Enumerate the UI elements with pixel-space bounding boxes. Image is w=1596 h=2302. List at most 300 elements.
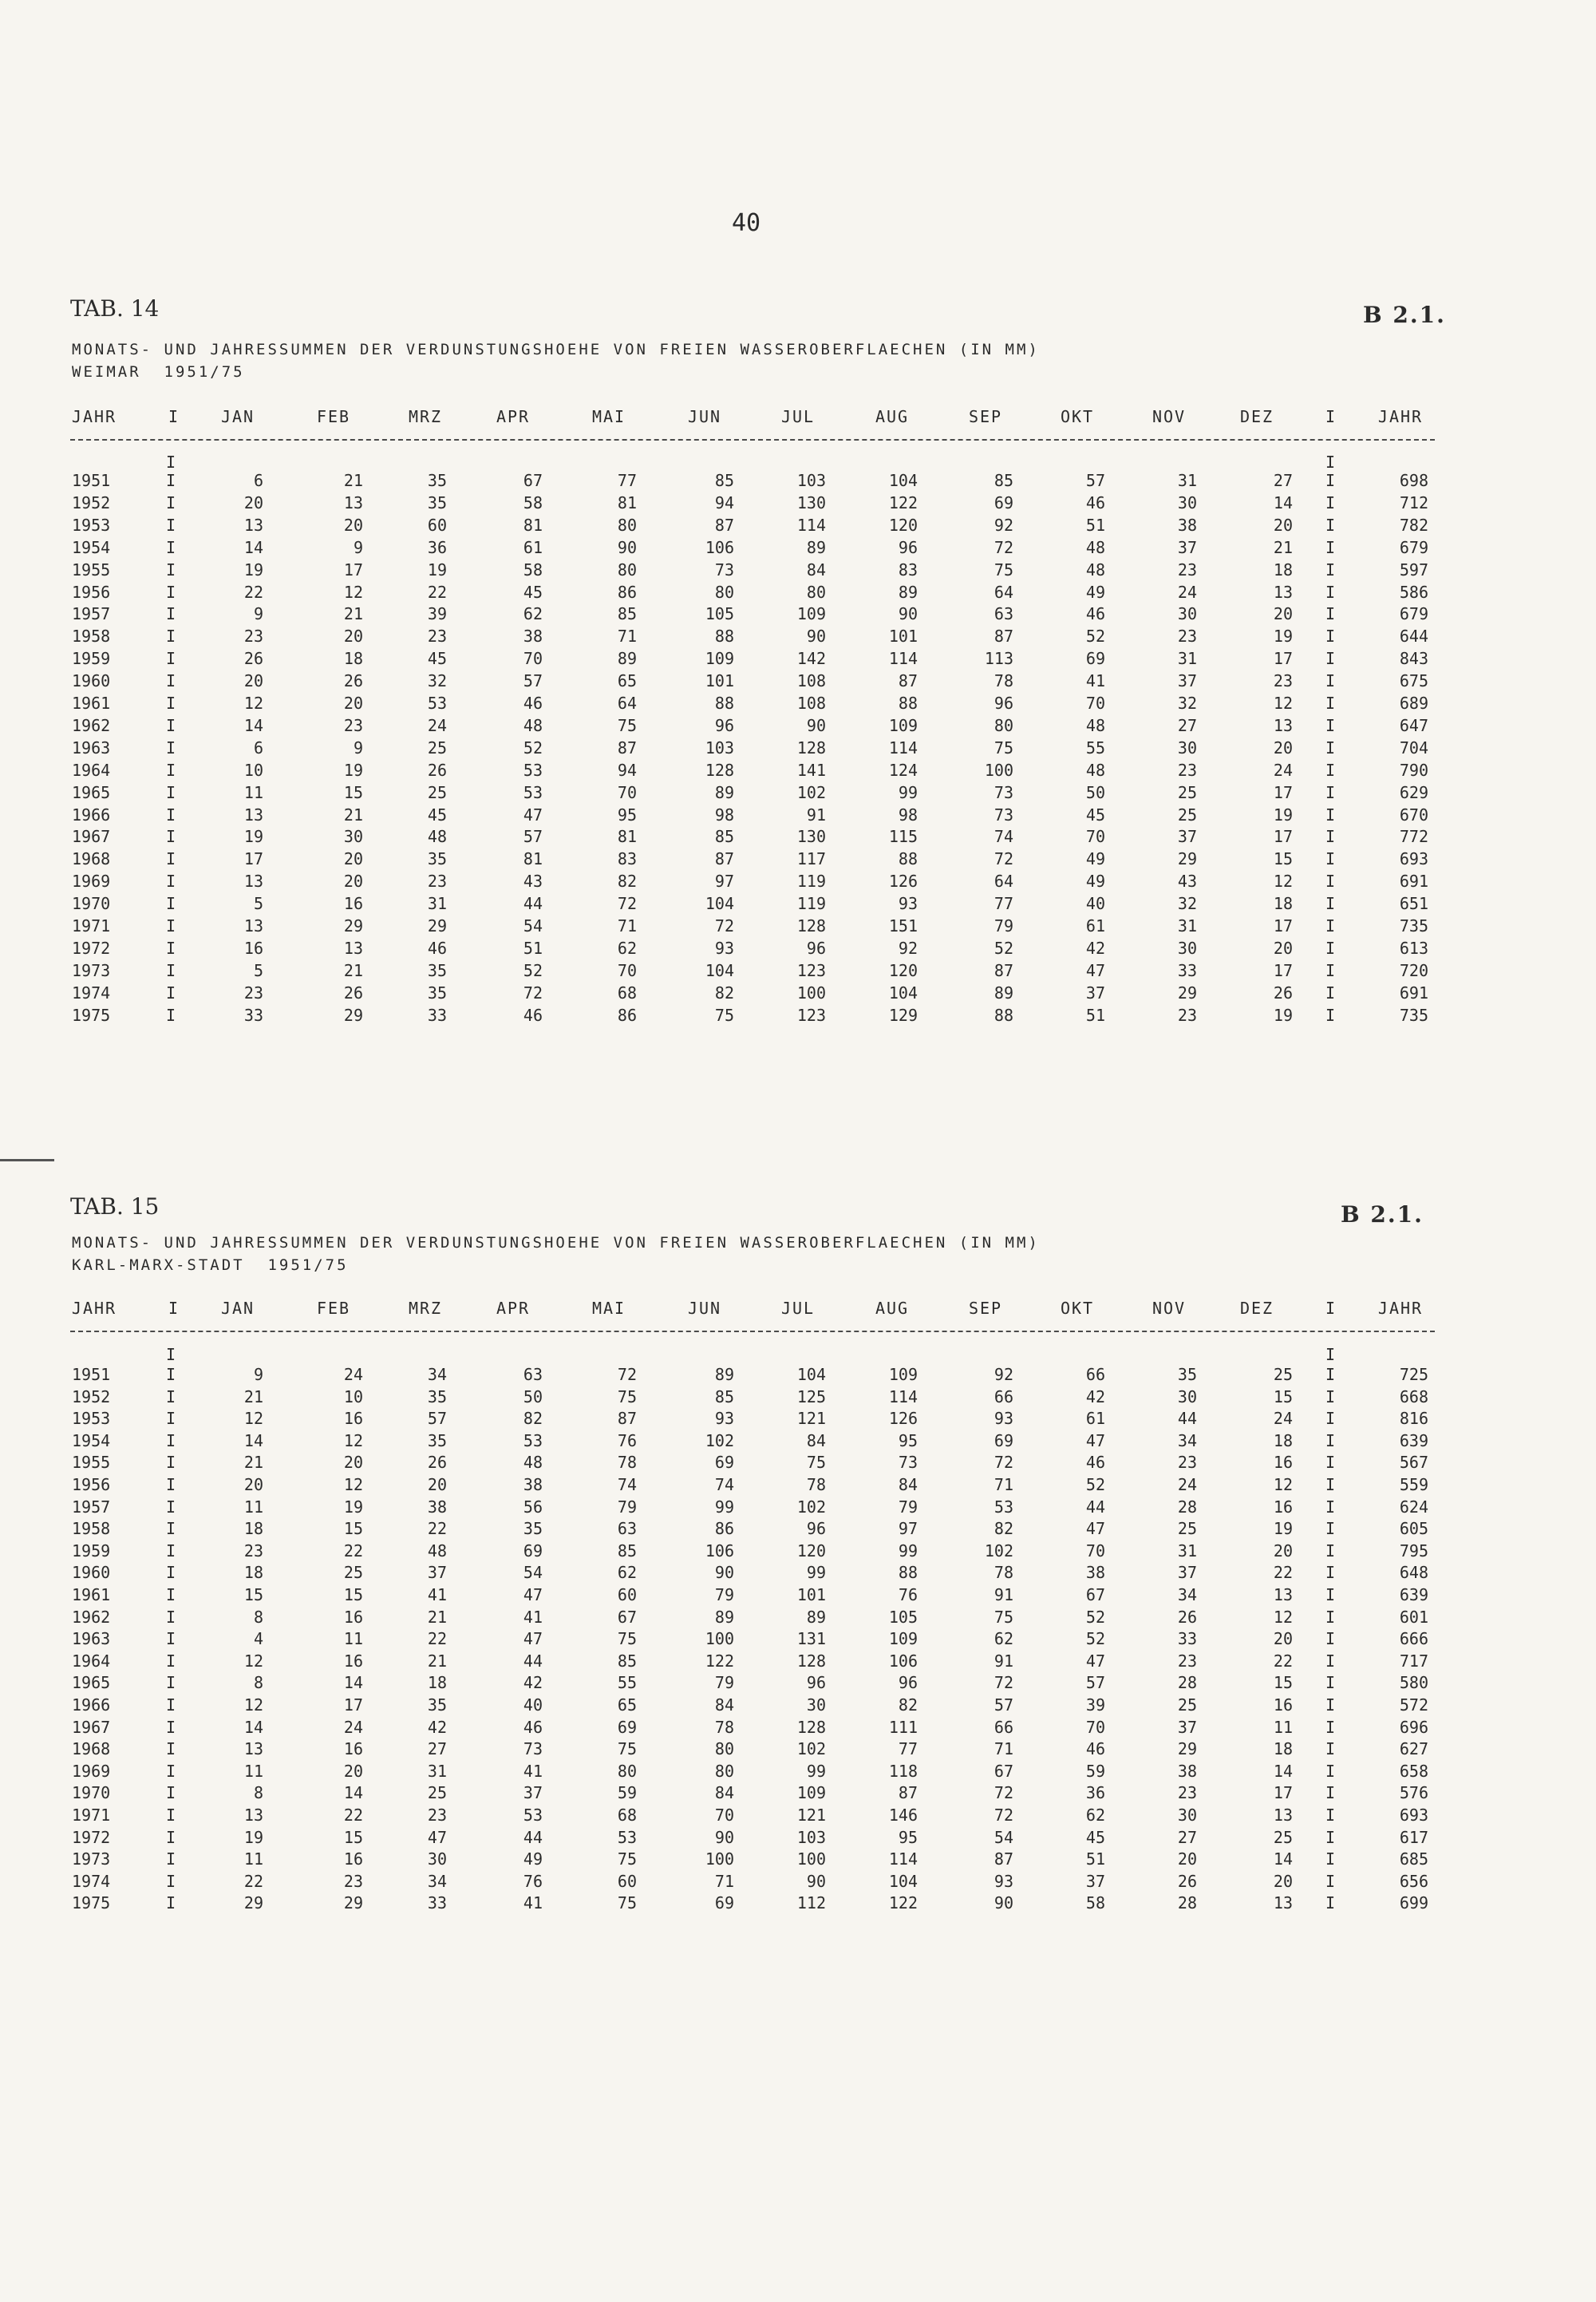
month-value-cell: 9 bbox=[353, 538, 363, 557]
month-value-cell: 21 bbox=[243, 1387, 263, 1406]
month-value-cell: 100 bbox=[984, 761, 1013, 780]
month-value-cell: 53 bbox=[523, 761, 543, 780]
month-value-cell: 40 bbox=[523, 1695, 543, 1715]
month-value-cell: 63 bbox=[994, 604, 1013, 623]
month-value-cell: 39 bbox=[1085, 1695, 1105, 1715]
month-value-cell: 98 bbox=[714, 805, 734, 825]
month-value-cell: 47 bbox=[1085, 961, 1105, 980]
month-value-cell: 22 bbox=[243, 1872, 263, 1891]
month-value-cell: 82 bbox=[898, 1695, 918, 1715]
month-value-cell: 17 bbox=[343, 560, 363, 579]
separator-cell: I bbox=[166, 471, 176, 490]
month-value-cell: 71 bbox=[617, 916, 637, 935]
month-value-cell: 106 bbox=[705, 1541, 734, 1560]
month-value-cell: 38 bbox=[1085, 1563, 1105, 1582]
month-value-cell: 63 bbox=[617, 1519, 637, 1538]
month-value-cell: 60 bbox=[617, 1872, 637, 1891]
separator-cell: I bbox=[1325, 1365, 1336, 1384]
annual-total-cell: 629 bbox=[1399, 783, 1428, 802]
year-cell: 1974 bbox=[72, 983, 111, 1003]
month-value-cell: 95 bbox=[617, 805, 637, 825]
month-value-cell: 36 bbox=[427, 538, 447, 557]
month-value-cell: 61 bbox=[1085, 1409, 1105, 1428]
month-value-cell: 130 bbox=[796, 827, 826, 846]
table-row bbox=[0, 604, 1596, 627]
month-value-cell: 79 bbox=[714, 1673, 734, 1692]
month-value-cell: 113 bbox=[984, 649, 1013, 668]
month-value-cell: 13 bbox=[1273, 1585, 1293, 1604]
month-value-cell: 30 bbox=[806, 1695, 826, 1715]
month-value-cell: 74 bbox=[617, 1475, 637, 1494]
month-value-cell: 14 bbox=[343, 1783, 363, 1802]
month-value-cell: 106 bbox=[705, 538, 734, 557]
month-value-cell: 47 bbox=[1085, 1651, 1105, 1671]
month-value-cell: 12 bbox=[243, 694, 263, 713]
month-value-cell: 75 bbox=[714, 1006, 734, 1025]
month-value-cell: 23 bbox=[1177, 627, 1197, 646]
separator-cell: I bbox=[1325, 604, 1336, 623]
month-value-cell: 20 bbox=[1273, 604, 1293, 623]
month-value-cell: 69 bbox=[994, 493, 1013, 512]
month-value-cell: 24 bbox=[1273, 1409, 1293, 1428]
month-value-cell: 73 bbox=[994, 783, 1013, 802]
month-value-cell: 64 bbox=[994, 872, 1013, 891]
month-value-cell: 37 bbox=[427, 1563, 447, 1582]
table-row bbox=[0, 1762, 1596, 1784]
month-value-cell: 101 bbox=[888, 627, 918, 646]
separator-cell: I bbox=[166, 1695, 176, 1715]
annual-total-cell: 624 bbox=[1399, 1497, 1428, 1517]
month-value-cell: 53 bbox=[617, 1828, 637, 1847]
annual-total-cell: 572 bbox=[1399, 1695, 1428, 1715]
annual-total-cell: 704 bbox=[1399, 738, 1428, 757]
month-value-cell: 23 bbox=[1177, 1006, 1197, 1025]
month-value-cell: 109 bbox=[888, 716, 918, 735]
month-value-cell: 97 bbox=[898, 1519, 918, 1538]
separator-mark: I bbox=[1325, 453, 1336, 472]
table-row bbox=[0, 1651, 1596, 1674]
month-value-cell: 45 bbox=[1085, 805, 1105, 825]
month-value-cell: 99 bbox=[806, 1563, 826, 1582]
table-row bbox=[0, 716, 1596, 738]
table-row bbox=[0, 671, 1596, 694]
year-cell: 1954 bbox=[72, 1431, 111, 1450]
separator-cell: I bbox=[166, 1541, 176, 1560]
month-value-cell: 9 bbox=[253, 1365, 263, 1384]
month-value-cell: 88 bbox=[898, 1563, 918, 1582]
month-value-cell: 70 bbox=[523, 649, 543, 668]
separator-cell: I bbox=[166, 1783, 176, 1802]
column-header: APR bbox=[496, 1299, 531, 1318]
month-value-cell: 46 bbox=[1085, 604, 1105, 623]
month-value-cell: 83 bbox=[898, 560, 918, 579]
month-value-cell: 72 bbox=[617, 1365, 637, 1384]
table-header bbox=[0, 1299, 1596, 1321]
annual-total-cell: 685 bbox=[1399, 1849, 1428, 1869]
month-value-cell: 22 bbox=[427, 1519, 447, 1538]
month-value-cell: 4 bbox=[253, 1629, 263, 1648]
separator-mark: I bbox=[1325, 1345, 1336, 1364]
column-header: JUN bbox=[687, 1299, 722, 1318]
annual-total-cell: 644 bbox=[1399, 627, 1428, 646]
annual-total-cell: 567 bbox=[1399, 1453, 1428, 1472]
month-value-cell: 51 bbox=[1085, 1006, 1105, 1025]
year-cell: 1966 bbox=[72, 805, 111, 825]
month-value-cell: 96 bbox=[806, 1673, 826, 1692]
month-value-cell: 9 bbox=[253, 604, 263, 623]
month-value-cell: 31 bbox=[1177, 916, 1197, 935]
separator-cell: I bbox=[166, 1872, 176, 1891]
separator-cell: I bbox=[1325, 1409, 1336, 1428]
month-value-cell: 26 bbox=[243, 649, 263, 668]
month-value-cell: 53 bbox=[994, 1497, 1013, 1517]
separator-cell: I bbox=[1325, 983, 1336, 1003]
month-value-cell: 126 bbox=[888, 1409, 918, 1428]
header-rule bbox=[70, 1331, 1435, 1332]
month-value-cell: 37 bbox=[1085, 1872, 1105, 1891]
month-value-cell: 55 bbox=[1085, 738, 1105, 757]
month-value-cell: 58 bbox=[523, 560, 543, 579]
month-value-cell: 131 bbox=[796, 1629, 826, 1648]
month-value-cell: 91 bbox=[994, 1651, 1013, 1671]
month-value-cell: 78 bbox=[994, 1563, 1013, 1582]
column-header: JAN bbox=[220, 407, 255, 426]
month-value-cell: 11 bbox=[243, 783, 263, 802]
month-value-cell: 102 bbox=[796, 1497, 826, 1517]
table-row bbox=[0, 493, 1596, 516]
month-value-cell: 52 bbox=[1085, 1475, 1105, 1494]
annual-total-cell: 586 bbox=[1399, 583, 1428, 602]
annual-total-cell: 679 bbox=[1399, 538, 1428, 557]
month-value-cell: 37 bbox=[1177, 1563, 1197, 1582]
month-value-cell: 104 bbox=[705, 894, 734, 913]
month-value-cell: 85 bbox=[617, 1541, 637, 1560]
month-value-cell: 12 bbox=[1273, 1475, 1293, 1494]
month-value-cell: 11 bbox=[1273, 1718, 1293, 1737]
month-value-cell: 12 bbox=[1273, 872, 1293, 891]
month-value-cell: 27 bbox=[1273, 471, 1293, 490]
year-cell: 1958 bbox=[72, 1519, 111, 1538]
month-value-cell: 16 bbox=[343, 894, 363, 913]
month-value-cell: 78 bbox=[617, 1453, 637, 1472]
column-header: JUL bbox=[780, 1299, 816, 1318]
month-value-cell: 102 bbox=[796, 1739, 826, 1758]
month-value-cell: 69 bbox=[714, 1453, 734, 1472]
month-value-cell: 15 bbox=[243, 1585, 263, 1604]
month-value-cell: 80 bbox=[617, 1762, 637, 1781]
year-cell: 1965 bbox=[72, 783, 111, 802]
annual-total-cell: 656 bbox=[1399, 1872, 1428, 1891]
separator-cell: I bbox=[166, 671, 176, 690]
separator-cell: I bbox=[166, 538, 176, 557]
annual-total-cell: 843 bbox=[1399, 649, 1428, 668]
month-value-cell: 37 bbox=[1177, 671, 1197, 690]
column-header: OKT bbox=[1060, 407, 1095, 426]
month-value-cell: 126 bbox=[888, 872, 918, 891]
month-value-cell: 35 bbox=[427, 1387, 447, 1406]
column-header: I bbox=[168, 407, 180, 426]
separator-cell: I bbox=[1325, 649, 1336, 668]
month-value-cell: 23 bbox=[427, 627, 447, 646]
annual-total-cell: 605 bbox=[1399, 1519, 1428, 1538]
annual-total-cell: 559 bbox=[1399, 1475, 1428, 1494]
month-value-cell: 12 bbox=[243, 1695, 263, 1715]
month-value-cell: 25 bbox=[427, 738, 447, 757]
separator-mark: I bbox=[166, 453, 176, 472]
separator-cell: I bbox=[166, 649, 176, 668]
month-value-cell: 22 bbox=[1273, 1651, 1293, 1671]
month-value-cell: 88 bbox=[898, 694, 918, 713]
month-value-cell: 13 bbox=[343, 493, 363, 512]
month-value-cell: 10 bbox=[243, 761, 263, 780]
month-value-cell: 16 bbox=[343, 1849, 363, 1869]
month-value-cell: 21 bbox=[243, 1453, 263, 1472]
month-value-cell: 30 bbox=[1177, 939, 1197, 958]
table-caption-title: MONATS- UND JAHRESSUMMEN DER VERDUNSTUNGSHOEHE VON FREIEN WASSEROBERFLAECHEN (IN MM) bbox=[72, 341, 1040, 358]
month-value-cell: 13 bbox=[243, 1806, 263, 1825]
column-header: FEB bbox=[316, 1299, 351, 1318]
month-value-cell: 71 bbox=[714, 1872, 734, 1891]
annual-total-cell: 699 bbox=[1399, 1893, 1428, 1912]
month-value-cell: 80 bbox=[617, 560, 637, 579]
month-value-cell: 96 bbox=[994, 694, 1013, 713]
month-value-cell: 66 bbox=[994, 1387, 1013, 1406]
month-value-cell: 46 bbox=[523, 1718, 543, 1737]
month-value-cell: 17 bbox=[1273, 827, 1293, 846]
month-value-cell: 48 bbox=[1085, 761, 1105, 780]
month-value-cell: 48 bbox=[1085, 716, 1105, 735]
year-cell: 1962 bbox=[72, 716, 111, 735]
month-value-cell: 62 bbox=[523, 604, 543, 623]
month-value-cell: 27 bbox=[1177, 1828, 1197, 1847]
year-cell: 1952 bbox=[72, 493, 111, 512]
table-row bbox=[0, 1695, 1596, 1718]
month-value-cell: 109 bbox=[796, 604, 826, 623]
month-value-cell: 87 bbox=[714, 516, 734, 535]
month-value-cell: 29 bbox=[343, 1006, 363, 1025]
month-value-cell: 91 bbox=[806, 805, 826, 825]
column-header: SEP bbox=[968, 407, 1003, 426]
month-value-cell: 14 bbox=[1273, 493, 1293, 512]
annual-total-cell: 617 bbox=[1399, 1828, 1428, 1847]
month-value-cell: 13 bbox=[1273, 716, 1293, 735]
year-cell: 1951 bbox=[72, 471, 111, 490]
month-value-cell: 57 bbox=[523, 671, 543, 690]
separator-cell: I bbox=[166, 894, 176, 913]
month-value-cell: 38 bbox=[523, 1475, 543, 1494]
month-value-cell: 99 bbox=[898, 1541, 918, 1560]
month-value-cell: 121 bbox=[796, 1409, 826, 1428]
month-value-cell: 14 bbox=[243, 1431, 263, 1450]
month-value-cell: 19 bbox=[243, 560, 263, 579]
month-value-cell: 75 bbox=[994, 738, 1013, 757]
month-value-cell: 63 bbox=[523, 1365, 543, 1384]
month-value-cell: 61 bbox=[523, 538, 543, 557]
month-value-cell: 18 bbox=[1273, 1431, 1293, 1450]
month-value-cell: 56 bbox=[523, 1497, 543, 1517]
annual-total-cell: 651 bbox=[1399, 894, 1428, 913]
margin-rule bbox=[0, 1159, 54, 1161]
month-value-cell: 100 bbox=[796, 1849, 826, 1869]
month-value-cell: 89 bbox=[806, 538, 826, 557]
separator-cell: I bbox=[1325, 1453, 1336, 1472]
table-row bbox=[0, 805, 1596, 828]
table-row bbox=[0, 1387, 1596, 1410]
year-cell: 1953 bbox=[72, 1409, 111, 1428]
annual-total-cell: 795 bbox=[1399, 1541, 1428, 1560]
column-header: OKT bbox=[1060, 1299, 1095, 1318]
month-value-cell: 93 bbox=[714, 1409, 734, 1428]
month-value-cell: 87 bbox=[617, 738, 637, 757]
month-value-cell: 87 bbox=[617, 1409, 637, 1428]
year-cell: 1971 bbox=[72, 916, 111, 935]
table-row bbox=[0, 1629, 1596, 1651]
month-value-cell: 77 bbox=[617, 471, 637, 490]
month-value-cell: 102 bbox=[796, 783, 826, 802]
year-cell: 1972 bbox=[72, 1828, 111, 1847]
month-value-cell: 29 bbox=[343, 1893, 363, 1912]
month-value-cell: 64 bbox=[617, 694, 637, 713]
month-value-cell: 105 bbox=[888, 1608, 918, 1627]
month-value-cell: 99 bbox=[806, 1762, 826, 1781]
separator-cell: I bbox=[1325, 1651, 1336, 1671]
month-value-cell: 11 bbox=[243, 1762, 263, 1781]
month-value-cell: 59 bbox=[617, 1783, 637, 1802]
month-value-cell: 25 bbox=[427, 1783, 447, 1802]
month-value-cell: 41 bbox=[523, 1762, 543, 1781]
table-row bbox=[0, 1783, 1596, 1806]
month-value-cell: 90 bbox=[898, 604, 918, 623]
month-value-cell: 15 bbox=[1273, 1673, 1293, 1692]
separator-mark: I bbox=[166, 1345, 176, 1364]
month-value-cell: 31 bbox=[1177, 1541, 1197, 1560]
separator-cell: I bbox=[1325, 1608, 1336, 1627]
month-value-cell: 28 bbox=[1177, 1497, 1197, 1517]
month-value-cell: 28 bbox=[1177, 1893, 1197, 1912]
month-value-cell: 48 bbox=[1085, 538, 1105, 557]
month-value-cell: 114 bbox=[888, 1849, 918, 1869]
month-value-cell: 11 bbox=[343, 1629, 363, 1648]
separator-cell: I bbox=[1325, 1387, 1336, 1406]
table-row bbox=[0, 560, 1596, 583]
month-value-cell: 46 bbox=[523, 1006, 543, 1025]
annual-total-cell: 735 bbox=[1399, 1006, 1428, 1025]
column-header: JAHR bbox=[1377, 407, 1424, 426]
month-value-cell: 90 bbox=[714, 1828, 734, 1847]
month-value-cell: 85 bbox=[994, 471, 1013, 490]
table-row bbox=[0, 894, 1596, 916]
month-value-cell: 84 bbox=[806, 1431, 826, 1450]
month-value-cell: 31 bbox=[1177, 471, 1197, 490]
separator-cell: I bbox=[166, 1365, 176, 1384]
month-value-cell: 37 bbox=[523, 1783, 543, 1802]
month-value-cell: 47 bbox=[1085, 1431, 1105, 1450]
month-value-cell: 69 bbox=[994, 1431, 1013, 1450]
month-value-cell: 19 bbox=[1273, 1519, 1293, 1538]
month-value-cell: 35 bbox=[427, 849, 447, 868]
separator-cell: I bbox=[1325, 1519, 1336, 1538]
month-value-cell: 45 bbox=[1085, 1828, 1105, 1847]
separator-cell: I bbox=[1325, 516, 1336, 535]
month-value-cell: 142 bbox=[796, 649, 826, 668]
month-value-cell: 30 bbox=[1177, 604, 1197, 623]
month-value-cell: 17 bbox=[1273, 783, 1293, 802]
month-value-cell: 74 bbox=[714, 1475, 734, 1494]
separator-cell: I bbox=[1325, 849, 1336, 868]
month-value-cell: 59 bbox=[1085, 1762, 1105, 1781]
table-row bbox=[0, 1849, 1596, 1872]
year-cell: 1973 bbox=[72, 1849, 111, 1869]
month-value-cell: 103 bbox=[796, 1828, 826, 1847]
table-row bbox=[0, 649, 1596, 671]
annual-total-cell: 693 bbox=[1399, 1806, 1428, 1825]
table-caption-station: WEIMAR 1951/75 bbox=[72, 363, 245, 381]
month-value-cell: 39 bbox=[427, 604, 447, 623]
separator-cell: I bbox=[1325, 1497, 1336, 1517]
month-value-cell: 29 bbox=[427, 916, 447, 935]
month-value-cell: 97 bbox=[714, 872, 734, 891]
month-value-cell: 90 bbox=[994, 1893, 1013, 1912]
month-value-cell: 75 bbox=[617, 1893, 637, 1912]
month-value-cell: 111 bbox=[888, 1718, 918, 1737]
month-value-cell: 11 bbox=[243, 1849, 263, 1869]
month-value-cell: 49 bbox=[1085, 872, 1105, 891]
month-value-cell: 73 bbox=[898, 1453, 918, 1472]
separator-cell: I bbox=[1325, 493, 1336, 512]
month-value-cell: 20 bbox=[243, 1475, 263, 1494]
table-row bbox=[0, 1409, 1596, 1431]
separator-cell: I bbox=[166, 1519, 176, 1538]
month-value-cell: 104 bbox=[888, 471, 918, 490]
month-value-cell: 31 bbox=[427, 894, 447, 913]
column-header: JUL bbox=[780, 407, 816, 426]
month-value-cell: 96 bbox=[806, 939, 826, 958]
month-value-cell: 29 bbox=[1177, 1739, 1197, 1758]
table-row bbox=[0, 1453, 1596, 1475]
month-value-cell: 26 bbox=[427, 1453, 447, 1472]
month-value-cell: 71 bbox=[994, 1739, 1013, 1758]
month-value-cell: 12 bbox=[243, 1409, 263, 1428]
separator-cell: I bbox=[166, 716, 176, 735]
month-value-cell: 87 bbox=[994, 1849, 1013, 1869]
column-header: DEZ bbox=[1239, 1299, 1274, 1318]
month-value-cell: 120 bbox=[888, 961, 918, 980]
month-value-cell: 104 bbox=[888, 1872, 918, 1891]
month-value-cell: 57 bbox=[1085, 1673, 1105, 1692]
month-value-cell: 128 bbox=[796, 1718, 826, 1737]
month-value-cell: 21 bbox=[343, 604, 363, 623]
year-cell: 1959 bbox=[72, 649, 111, 668]
month-value-cell: 20 bbox=[1177, 1849, 1197, 1869]
month-value-cell: 151 bbox=[888, 916, 918, 935]
separator-cell: I bbox=[166, 738, 176, 757]
annual-total-cell: 691 bbox=[1399, 983, 1428, 1003]
month-value-cell: 19 bbox=[243, 827, 263, 846]
month-value-cell: 77 bbox=[994, 894, 1013, 913]
month-value-cell: 45 bbox=[427, 805, 447, 825]
table-caption-station: KARL-MARX-STADT 1951/75 bbox=[72, 1256, 349, 1274]
month-value-cell: 98 bbox=[898, 805, 918, 825]
separator-cell: I bbox=[1325, 1872, 1336, 1891]
year-cell: 1959 bbox=[72, 1541, 111, 1560]
year-cell: 1961 bbox=[72, 1585, 111, 1604]
table-row bbox=[0, 1739, 1596, 1762]
month-value-cell: 18 bbox=[343, 649, 363, 668]
column-header: JAHR bbox=[71, 407, 117, 426]
month-value-cell: 90 bbox=[806, 716, 826, 735]
section-ref: B 2.1. bbox=[1363, 302, 1446, 328]
section-ref: B 2.1. bbox=[1341, 1201, 1424, 1228]
